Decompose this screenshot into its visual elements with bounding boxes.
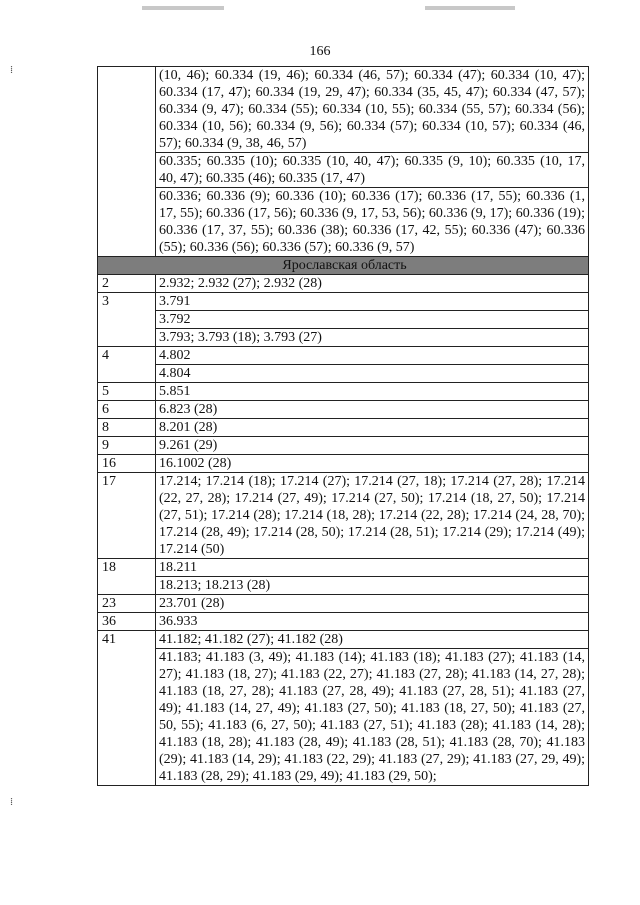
table-body	[98, 67, 589, 786]
page-number: 166	[309, 44, 331, 59]
table-row	[98, 401, 589, 419]
value-cell: 3.791	[156, 293, 589, 311]
table-row	[98, 67, 589, 153]
scan-artifact-top-left	[142, 6, 224, 10]
value-cell: 5.851	[156, 383, 589, 401]
table-row	[98, 559, 589, 577]
code-cell: 6	[98, 401, 156, 419]
code-cell: 5	[98, 383, 156, 401]
classification-table	[97, 66, 589, 786]
table-row	[98, 473, 589, 559]
value-cell: (10, 46); 60.334 (19, 46); 60.334 (46, 57); 60.334 (47); 60.334 (10, 47); 60.334 (17, 47); 60.334 (19, 29, 47); 60.334 (35, 45, 47); 60.334 (47, 57); 60.334 (9, 47); 60.334 (55); 60.334 (10, 55); 60.334 (55, 57); 60.334 (56); 60.334 (10, 56); 60.334 (9, 56); 60.334 (57); 60.334 (10, 57); 60.334 (46, 57); 60.334 (9, 38, 46, 57)	[156, 67, 589, 153]
value-cell: 6.823 (28)	[156, 401, 589, 419]
table-row	[98, 347, 589, 365]
code-cell: 23	[98, 595, 156, 613]
value-cell: 4.804	[156, 365, 589, 383]
table-row	[98, 613, 589, 631]
table-row	[98, 437, 589, 455]
value-cell: 3.792	[156, 311, 589, 329]
value-cell: 36.933	[156, 613, 589, 631]
value-cell: 18.213; 18.213 (28)	[156, 577, 589, 595]
value-cell: 23.701 (28)	[156, 595, 589, 613]
code-cell: 36	[98, 613, 156, 631]
code-cell: 41	[98, 631, 156, 786]
value-cell: 18.211	[156, 559, 589, 577]
value-cell: 4.802	[156, 347, 589, 365]
code-cell: 3	[98, 293, 156, 347]
table-row	[98, 311, 589, 329]
table-row	[98, 419, 589, 437]
scan-margin-mark: ⁞	[10, 64, 14, 76]
code-cell: 18	[98, 559, 156, 595]
value-cell: 17.214; 17.214 (18); 17.214 (27); 17.214 (27, 18); 17.214 (27, 28); 17.214 (22, 27, 28); 17.214 (27, 49); 17.214 (27, 50); 17.214 (18, 27, 50); 17.214 (27, 51); 17.214 (28); 17.214 (18, 28); 17.214 (22, 28); 17.214 (24, 28, 70); 17.214 (28, 49); 17.214 (28, 50); 17.214 (28, 51); 17.214 (29); 17.214 (49); 17.214 (50)	[156, 473, 589, 559]
table-row	[98, 455, 589, 473]
table-row	[98, 577, 589, 595]
value-cell: 60.336; 60.336 (9); 60.336 (10); 60.336 (17); 60.336 (17, 55); 60.336 (1, 17, 55); 60.336 (17, 56); 60.336 (9, 17, 53, 56); 60.336 (9, 17); 60.336 (19); 60.336 (17, 37, 55); 60.336 (38); 60.336 (17, 42, 55); 60.336 (47); 60.336 (55); 60.336 (56); 60.336 (57); 60.336 (9, 57)	[156, 188, 589, 257]
value-cell: 2.932; 2.932 (27); 2.932 (28)	[156, 275, 589, 293]
value-cell: 3.793; 3.793 (18); 3.793 (27)	[156, 329, 589, 347]
code-cell: 9	[98, 437, 156, 455]
region-header-row	[98, 257, 589, 275]
value-cell: 9.261 (29)	[156, 437, 589, 455]
value-cell: 16.1002 (28)	[156, 455, 589, 473]
code-cell: 4	[98, 347, 156, 383]
table-row	[98, 329, 589, 347]
code-cell: 8	[98, 419, 156, 437]
table-row	[98, 631, 589, 649]
table-row	[98, 383, 589, 401]
code-cell: 16	[98, 455, 156, 473]
scan-margin-mark: ⁞	[10, 796, 14, 808]
table-row	[98, 275, 589, 293]
code-cell	[98, 67, 156, 257]
scan-artifact-top-right	[425, 6, 515, 10]
value-cell: 41.183; 41.183 (3, 49); 41.183 (14); 41.183 (18); 41.183 (27); 41.183 (14, 27); 41.183 (18, 27); 41.183 (22, 27); 41.183 (27, 28); 41.183 (14, 27, 28); 41.183 (18, 27, 28); 41.183 (27, 28, 49); 41.183 (27, 28, 51); 41.183 (27, 49); 41.183 (14, 27, 49); 41.183 (27, 50); 41.183 (18, 27, 50); 41.183 (27, 50, 55); 41.183 (6, 27, 50); 41.183 (27, 51); 41.183 (28); 41.183 (14, 28); 41.183 (18, 28); 41.183 (28, 49); 41.183 (28, 51); 41.183 (28, 70); 41.183 (29); 41.183 (14, 29); 41.183 (22, 29); 41.183 (27, 29); 41.183 (27, 29, 49); 41.183 (28, 29); 41.183 (29, 49); 41.183 (29, 50);	[156, 649, 589, 786]
table-row	[98, 188, 589, 257]
value-cell: 41.182; 41.182 (27); 41.182 (28)	[156, 631, 589, 649]
value-cell: 8.201 (28)	[156, 419, 589, 437]
table-row	[98, 365, 589, 383]
table-row	[98, 649, 589, 786]
code-cell: 17	[98, 473, 156, 559]
table-row	[98, 153, 589, 188]
region-header: Ярославская область	[98, 257, 589, 275]
table-row	[98, 293, 589, 311]
value-cell: 60.335; 60.335 (10); 60.335 (10, 40, 47); 60.335 (9, 10); 60.335 (10, 17, 40, 47); 60.335 (46); 60.335 (17, 47)	[156, 153, 589, 188]
table-row	[98, 595, 589, 613]
code-cell: 2	[98, 275, 156, 293]
